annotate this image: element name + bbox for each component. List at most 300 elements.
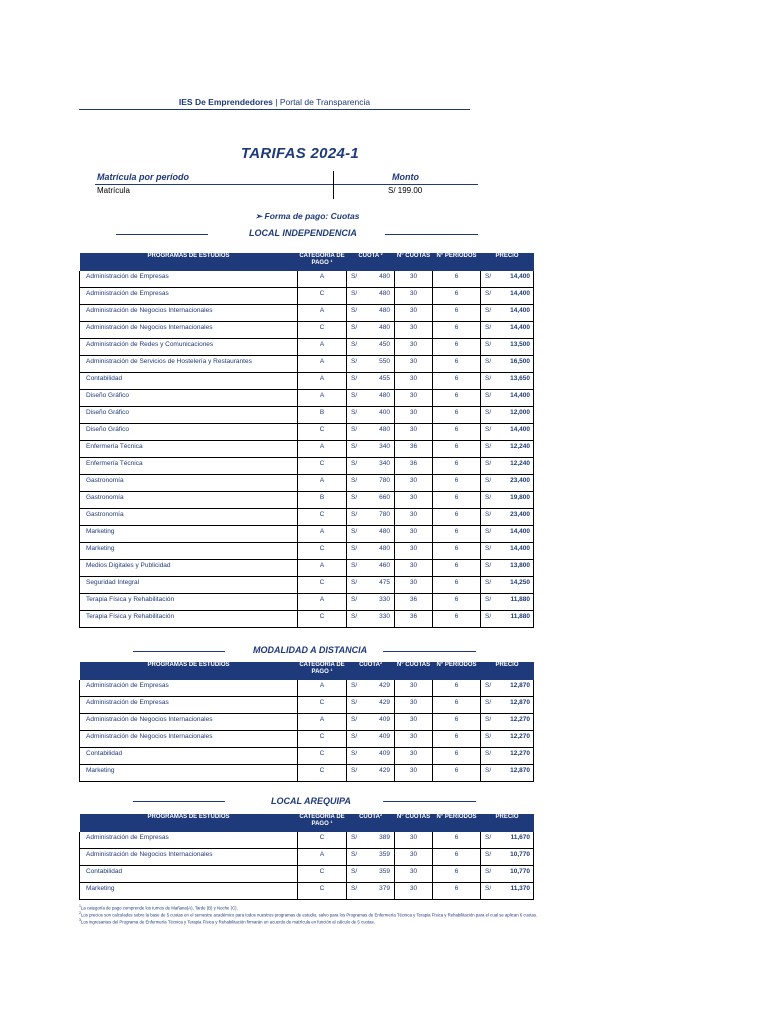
program-name: Administración de Negocios Internacionales: [80, 714, 298, 731]
currency-symbol: S/: [347, 832, 363, 849]
num-periodos: 6: [433, 849, 481, 866]
currency-symbol: S/: [481, 611, 493, 628]
num-cuotas: 30: [395, 305, 433, 322]
price-value: 14,400: [493, 543, 534, 560]
num-cuotas: 30: [395, 390, 433, 407]
price-value: 14,400: [493, 305, 534, 322]
price-value: 13,500: [493, 339, 534, 356]
num-cuotas: 30: [395, 543, 433, 560]
table-row: [80, 458, 534, 475]
num-cuotas: 36: [395, 594, 433, 611]
currency-symbol: S/: [481, 594, 493, 611]
col-header-precio: PRECIO: [481, 814, 534, 832]
currency-symbol: S/: [481, 680, 493, 697]
currency-symbol: S/: [481, 424, 493, 441]
num-periodos: 6: [433, 424, 481, 441]
currency-symbol: S/: [347, 594, 363, 611]
table-row: [80, 680, 534, 697]
footnotes: [79, 904, 549, 925]
program-name: Diseño Gráfico: [80, 390, 298, 407]
num-periodos: 6: [433, 492, 481, 509]
category: C: [298, 322, 347, 339]
price-value: 13,800: [493, 560, 534, 577]
category: A: [298, 339, 347, 356]
category: C: [298, 509, 347, 526]
section-line-right: [383, 651, 476, 652]
num-periodos: 6: [433, 697, 481, 714]
num-cuotas: 30: [395, 748, 433, 765]
currency-symbol: S/: [481, 765, 493, 782]
table-row: [80, 475, 534, 492]
table-row: [80, 883, 534, 900]
num-periodos: 6: [433, 731, 481, 748]
category: C: [298, 543, 347, 560]
category: A: [298, 849, 347, 866]
currency-symbol: S/: [481, 339, 493, 356]
col-header-cuotas: N° CUOTAS: [395, 253, 433, 271]
num-periodos: 6: [433, 560, 481, 577]
section-title-distancia: MODALIDAD A DISTANCIA: [253, 645, 368, 655]
table-row: [80, 849, 534, 866]
category: A: [298, 441, 347, 458]
program-name: Gastronomía: [80, 475, 298, 492]
program-name: Terapia Física y Rehabilitación: [80, 611, 298, 628]
price-value: 23,400: [493, 475, 534, 492]
num-cuotas: 30: [395, 849, 433, 866]
num-cuotas: 30: [395, 883, 433, 900]
table-row: [80, 731, 534, 748]
forma-pago-label: Forma de pago: Cuotas: [264, 211, 360, 221]
section-line-left: [116, 234, 208, 235]
col-header-programa: PROGRAMAS DE ESTUDIOS: [80, 662, 298, 680]
price-value: 14,400: [493, 424, 534, 441]
category: C: [298, 832, 347, 849]
currency-symbol: S/: [481, 866, 493, 883]
currency-symbol: S/: [481, 441, 493, 458]
section-line-right: [383, 801, 476, 802]
cuota-value: 475: [363, 577, 395, 594]
currency-symbol: S/: [481, 731, 493, 748]
table-row: [80, 441, 534, 458]
price-value: 16,500: [493, 356, 534, 373]
cuota-value: 480: [363, 305, 395, 322]
price-value: 12,870: [493, 765, 534, 782]
currency-symbol: S/: [481, 356, 493, 373]
col-header-cuotas: N° CUOTAS: [395, 814, 433, 832]
cuota-value: 455: [363, 373, 395, 390]
program-name: Administración de Empresas: [80, 832, 298, 849]
price-value: 12,870: [493, 680, 534, 697]
section-title-independencia: LOCAL INDEPENDENCIA: [249, 228, 357, 238]
currency-symbol: S/: [347, 883, 363, 900]
footnote-text: Los precios son calculados sobre la base de 5 cuotas en el semestre académico para todos nuestros programas de estudio, salvo para los Programas de Enfermería Técnica y Terapia Física y Rehabilitación para el cual se aplican 6 cuotas.: [80, 912, 538, 918]
price-value: 12,870: [493, 697, 534, 714]
currency-symbol: S/: [481, 373, 493, 390]
program-name: Seguridad Integral: [80, 577, 298, 594]
category: C: [298, 731, 347, 748]
currency-symbol: S/: [481, 322, 493, 339]
matricula-divider: [95, 184, 478, 185]
category: B: [298, 407, 347, 424]
num-periodos: 6: [433, 356, 481, 373]
currency-symbol: S/: [347, 611, 363, 628]
currency-symbol: S/: [347, 475, 363, 492]
program-name: Administración de Negocios Internacionales: [80, 731, 298, 748]
num-periodos: 6: [433, 373, 481, 390]
header-brand: IES De Emprendedores: [178, 97, 273, 107]
cuota-value: 429: [363, 765, 395, 782]
category: C: [298, 765, 347, 782]
price-value: 23,400: [493, 509, 534, 526]
currency-symbol: S/: [347, 390, 363, 407]
table-row: [80, 866, 534, 883]
program-name: Administración de Negocios Internacionales: [80, 322, 298, 339]
table-row: [80, 356, 534, 373]
cuota-value: 359: [363, 849, 395, 866]
currency-symbol: S/: [481, 288, 493, 305]
price-value: 14,400: [493, 271, 534, 288]
page-title: TARIFAS 2024-1: [240, 145, 360, 162]
currency-symbol: S/: [481, 492, 493, 509]
currency-symbol: S/: [347, 680, 363, 697]
col-header-programa: PROGRAMAS DE ESTUDIOS: [80, 814, 298, 832]
category: A: [298, 594, 347, 611]
currency-symbol: S/: [481, 390, 493, 407]
cuota-value: 460: [363, 560, 395, 577]
program-name: Gastronomía: [80, 492, 298, 509]
cuota-value: 330: [363, 611, 395, 628]
price-value: 14,400: [493, 288, 534, 305]
num-cuotas: 30: [395, 322, 433, 339]
table-row: [80, 543, 534, 560]
header-separator: |: [272, 97, 280, 107]
currency-symbol: S/: [347, 407, 363, 424]
col-header-periodos: N° PERIODOS: [433, 662, 481, 680]
num-cuotas: 30: [395, 832, 433, 849]
cuota-value: 340: [363, 441, 395, 458]
price-value: 12,270: [493, 714, 534, 731]
section-line-left: [133, 651, 225, 652]
num-cuotas: 30: [395, 271, 433, 288]
cuota-value: 409: [363, 748, 395, 765]
currency-symbol: S/: [481, 714, 493, 731]
num-periodos: 6: [433, 509, 481, 526]
currency-symbol: S/: [481, 509, 493, 526]
table-row: [80, 509, 534, 526]
num-cuotas: 30: [395, 697, 433, 714]
col-header-cuota: CUOTA ²: [347, 253, 395, 271]
currency-symbol: S/: [481, 407, 493, 424]
category: A: [298, 526, 347, 543]
num-periodos: 6: [433, 458, 481, 475]
program-name: Marketing: [80, 765, 298, 782]
price-value: 12,270: [493, 748, 534, 765]
program-name: Contabilidad: [80, 373, 298, 390]
section-line-left: [133, 801, 225, 802]
price-value: 11,370: [493, 883, 534, 900]
currency-symbol: S/: [347, 526, 363, 543]
page-header: [79, 97, 470, 107]
category: A: [298, 390, 347, 407]
price-value: 10,770: [493, 849, 534, 866]
program-name: Terapia Física y Rehabilitación: [80, 594, 298, 611]
currency-symbol: S/: [347, 356, 363, 373]
cuota-value: 330: [363, 594, 395, 611]
col-header-periodos: N° PERIODOS: [433, 814, 481, 832]
num-cuotas: 30: [395, 288, 433, 305]
num-periodos: 6: [433, 322, 481, 339]
currency-symbol: S/: [347, 373, 363, 390]
currency-symbol: S/: [347, 543, 363, 560]
num-cuotas: 30: [395, 356, 433, 373]
table-row: [80, 407, 534, 424]
program-name: Contabilidad: [80, 748, 298, 765]
table-row: [80, 373, 534, 390]
col-header-periodos: N° PERIODOS: [433, 253, 481, 271]
tariff-table-arequipa: [79, 814, 534, 900]
num-cuotas: 36: [395, 458, 433, 475]
category: C: [298, 288, 347, 305]
num-cuotas: 30: [395, 492, 433, 509]
cuota-value: 340: [363, 458, 395, 475]
num-periodos: 6: [433, 271, 481, 288]
category: A: [298, 271, 347, 288]
cuota-value: 400: [363, 407, 395, 424]
section-title-arequipa: LOCAL AREQUIPA: [271, 796, 351, 806]
currency-symbol: S/: [347, 509, 363, 526]
currency-symbol: S/: [481, 271, 493, 288]
currency-symbol: S/: [347, 748, 363, 765]
category: A: [298, 714, 347, 731]
num-cuotas: 30: [395, 714, 433, 731]
program-name: Administración de Empresas: [80, 288, 298, 305]
matricula-item: Matrícula: [97, 186, 130, 195]
price-value: 14,250: [493, 577, 534, 594]
price-value: 12,240: [493, 458, 534, 475]
price-value: 11,880: [493, 611, 534, 628]
price-value: 19,800: [493, 492, 534, 509]
forma-pago: [255, 211, 359, 222]
col-header-cuota: CUOTA²: [347, 814, 395, 832]
price-value: 12,000: [493, 407, 534, 424]
footnote-text: Los ingresantes del Programa de Enfermería Técnica y Terapia Física y Rehabilitación firmarán un acuerdo de matrícula en función al cálculo de 5 cuotas.: [80, 919, 375, 925]
program-name: Diseño Gráfico: [80, 424, 298, 441]
num-cuotas: 30: [395, 424, 433, 441]
num-periodos: 6: [433, 883, 481, 900]
col-header-precio: PRECIO: [481, 662, 534, 680]
num-periodos: 6: [433, 288, 481, 305]
cuota-value: 550: [363, 356, 395, 373]
num-cuotas: 30: [395, 731, 433, 748]
table-row: [80, 714, 534, 731]
currency-symbol: S/: [347, 305, 363, 322]
col-header-categoria: CATEGORIA DE PAGO ¹: [298, 253, 347, 271]
num-periodos: 6: [433, 305, 481, 322]
currency-symbol: S/: [481, 883, 493, 900]
cuota-value: 389: [363, 832, 395, 849]
col-header-categoria: CATEGORIA DE PAGO ¹: [298, 814, 347, 832]
num-cuotas: 30: [395, 339, 433, 356]
table-row: [80, 697, 534, 714]
price-value: 13,650: [493, 373, 534, 390]
num-periodos: 6: [433, 339, 481, 356]
program-name: Administración de Negocios Internacionales: [80, 849, 298, 866]
num-periodos: 6: [433, 594, 481, 611]
category: B: [298, 492, 347, 509]
cuota-value: 480: [363, 288, 395, 305]
currency-symbol: S/: [347, 424, 363, 441]
table-row: [80, 390, 534, 407]
currency-symbol: S/: [347, 322, 363, 339]
category: A: [298, 475, 347, 492]
program-name: Enfermería Técnica: [80, 458, 298, 475]
cuota-value: 480: [363, 271, 395, 288]
currency-symbol: S/: [481, 458, 493, 475]
category: C: [298, 697, 347, 714]
table-row: [80, 322, 534, 339]
currency-symbol: S/: [347, 697, 363, 714]
num-periodos: 6: [433, 765, 481, 782]
program-name: Gastronomía: [80, 509, 298, 526]
num-cuotas: 30: [395, 866, 433, 883]
table-row: [80, 492, 534, 509]
currency-symbol: S/: [347, 458, 363, 475]
num-cuotas: 30: [395, 765, 433, 782]
currency-symbol: S/: [481, 697, 493, 714]
program-name: Enfermería Técnica: [80, 441, 298, 458]
matricula-header: Matrícula por período: [97, 172, 190, 182]
currency-symbol: S/: [481, 526, 493, 543]
table-row: [80, 305, 534, 322]
table-row: [80, 424, 534, 441]
currency-symbol: S/: [347, 560, 363, 577]
currency-symbol: S/: [481, 832, 493, 849]
col-header-cuota: CUOTA²: [347, 662, 395, 680]
table-row: [80, 594, 534, 611]
num-periodos: 6: [433, 390, 481, 407]
price-value: 12,240: [493, 441, 534, 458]
currency-symbol: S/: [347, 731, 363, 748]
num-periodos: 6: [433, 543, 481, 560]
footnote-text: La categoría de pago comprende los turnos de Mañana(A), Tarde (B) y Noche (C).: [80, 905, 238, 911]
matricula-amount: S/ 199.00: [388, 186, 423, 195]
currency-symbol: S/: [347, 866, 363, 883]
num-periodos: 6: [433, 611, 481, 628]
num-periodos: 6: [433, 475, 481, 492]
cuota-value: 429: [363, 697, 395, 714]
category: A: [298, 356, 347, 373]
price-value: 10,770: [493, 866, 534, 883]
program-name: Diseño Gráfico: [80, 407, 298, 424]
table-row: [80, 748, 534, 765]
cuota-value: 780: [363, 475, 395, 492]
num-cuotas: 30: [395, 407, 433, 424]
num-periodos: 6: [433, 407, 481, 424]
cuota-value: 429: [363, 680, 395, 697]
num-periodos: 6: [433, 866, 481, 883]
cuota-value: 480: [363, 424, 395, 441]
num-periodos: 6: [433, 714, 481, 731]
currency-symbol: S/: [347, 492, 363, 509]
num-periodos: 6: [433, 526, 481, 543]
num-cuotas: 30: [395, 475, 433, 492]
currency-symbol: S/: [481, 305, 493, 322]
col-header-programa: PROGRAMAS DE ESTUDIOS: [80, 253, 298, 271]
cuota-value: 480: [363, 390, 395, 407]
table-row: [80, 271, 534, 288]
cuota-value: 359: [363, 866, 395, 883]
program-name: Marketing: [80, 526, 298, 543]
category: C: [298, 883, 347, 900]
program-name: Administración de Empresas: [80, 680, 298, 697]
category: C: [298, 424, 347, 441]
num-periodos: 6: [433, 748, 481, 765]
num-periodos: 6: [433, 832, 481, 849]
cuota-value: 409: [363, 731, 395, 748]
currency-symbol: S/: [347, 288, 363, 305]
currency-symbol: S/: [347, 849, 363, 866]
currency-symbol: S/: [347, 441, 363, 458]
cuota-value: 480: [363, 543, 395, 560]
program-name: Contabilidad: [80, 866, 298, 883]
category: C: [298, 458, 347, 475]
cuota-value: 660: [363, 492, 395, 509]
cuota-value: 409: [363, 714, 395, 731]
currency-symbol: S/: [347, 339, 363, 356]
tariff-table-distancia: [79, 662, 534, 782]
program-name: Administración de Empresas: [80, 697, 298, 714]
monto-header: Monto: [392, 172, 419, 182]
table-row: [80, 832, 534, 849]
table-row: [80, 560, 534, 577]
program-name: Administración de Redes y Comunicaciones: [80, 339, 298, 356]
program-name: Marketing: [80, 883, 298, 900]
program-name: Medios Digitales y Publicidad: [80, 560, 298, 577]
header-portal: Portal de Transparencia: [279, 97, 371, 107]
currency-symbol: S/: [347, 765, 363, 782]
currency-symbol: S/: [481, 560, 493, 577]
col-header-categoria: CATEGORIA DE PAGO ¹: [298, 662, 347, 680]
category: C: [298, 748, 347, 765]
num-cuotas: 30: [395, 577, 433, 594]
footnote-2: $^2$Los precios son calculados sobre la base de 5 cuotas en el semestre académico para todos nuestros programas de estudio, salvo para los Programas de Enfermería Técnica y Terapia Física y Rehabilitación para el cual se aplican 6 cuotas.: [79, 911, 538, 918]
footnote-3: $^3$Los ingresantes del Programa de Enfermería Técnica y Terapia Física y Rehabilitación firmarán un acuerdo de matrícula en función al cálculo de 5 cuotas.: [79, 918, 375, 925]
category: C: [298, 577, 347, 594]
currency-symbol: S/: [347, 271, 363, 288]
num-cuotas: 30: [395, 509, 433, 526]
price-value: 11,670: [493, 832, 534, 849]
currency-symbol: S/: [481, 849, 493, 866]
price-value: 14,400: [493, 526, 534, 543]
cuota-value: 450: [363, 339, 395, 356]
header-divider: [79, 109, 470, 110]
currency-symbol: S/: [347, 714, 363, 731]
cuota-value: 480: [363, 526, 395, 543]
section-line-right: [385, 234, 478, 235]
price-value: 14,400: [493, 390, 534, 407]
category: C: [298, 866, 347, 883]
program-name: Administración de Servicios de Hostelería y Restaurantes: [80, 356, 298, 373]
currency-symbol: S/: [481, 577, 493, 594]
currency-symbol: S/: [347, 577, 363, 594]
price-value: 12,270: [493, 731, 534, 748]
table-row: [80, 577, 534, 594]
arrow-bullet-icon: ➢: [255, 211, 263, 221]
cuota-value: 480: [363, 322, 395, 339]
price-value: 14,400: [493, 322, 534, 339]
table-row: [80, 611, 534, 628]
num-cuotas: 30: [395, 560, 433, 577]
